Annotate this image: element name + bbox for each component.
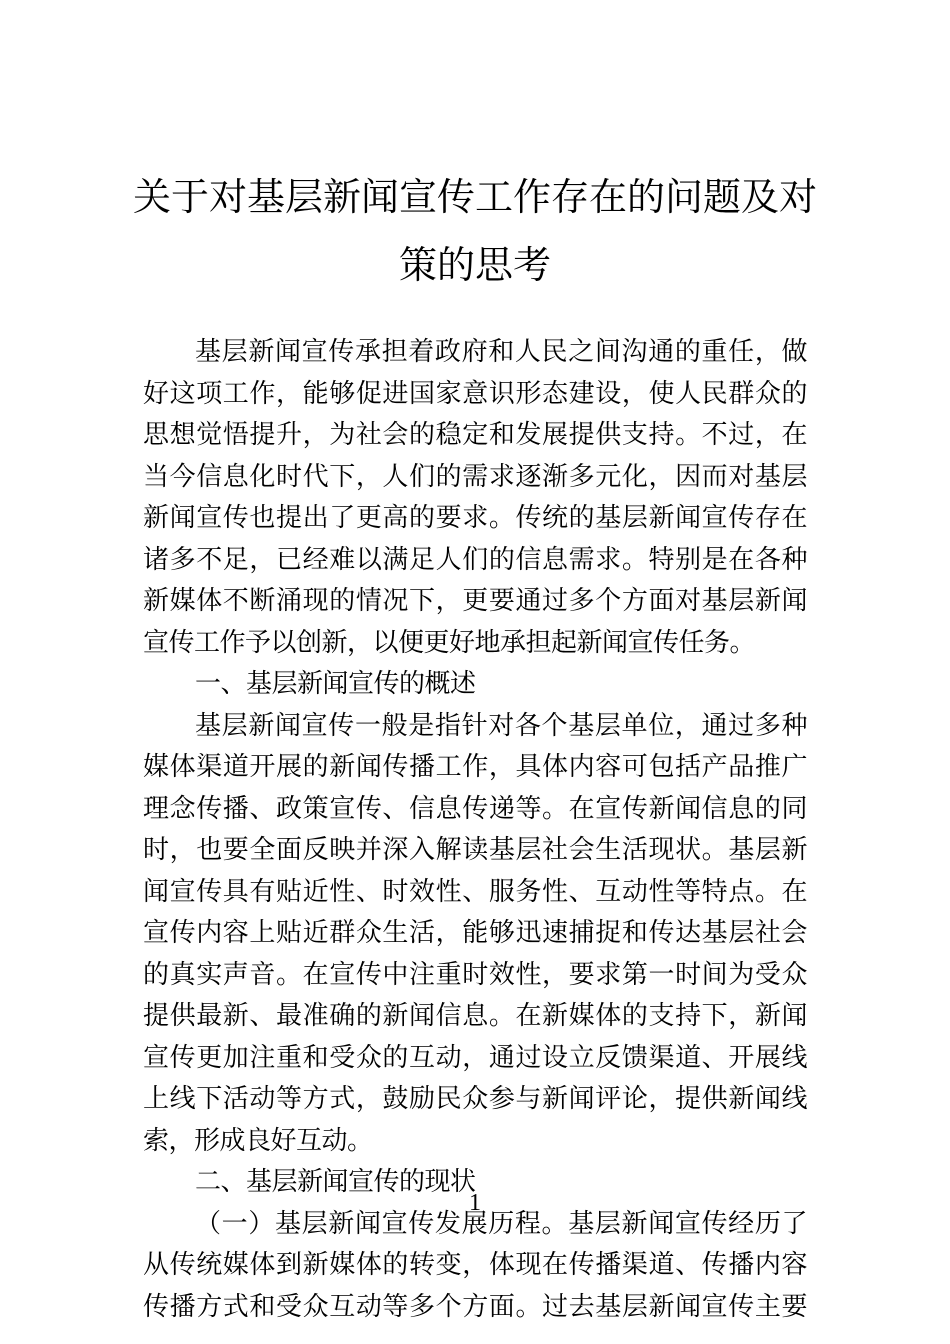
body-text-line: 宣传内容上贴近群众生活，能够迅速捕捉和传达基层社会 — [143, 918, 807, 948]
body-text-line: 好这项工作，能够促进国家意识形态建设，使人民群众的 — [143, 378, 807, 409]
body-text-line: 从传统媒体到新媒体的转变，体现在传播渠道、传播内容 — [143, 1250, 807, 1280]
body-text-line: 的真实声音。在宣传中注重时效性，要求第一时间为受众 — [143, 959, 807, 990]
body-text-line: 诸多不足，已经难以满足人们的信息需求。特别是在各种 — [143, 544, 807, 575]
body-text-line: 时，也要全面反映并深入解读基层社会生活现状。基层新 — [143, 835, 807, 865]
body-text-line: 传播方式和受众互动等多个方面。过去基层新闻宣传主要 — [143, 1291, 807, 1322]
body-text-line: 二、基层新闻宣传的现状 — [195, 1167, 476, 1197]
body-text-line: 一、基层新闻宣传的概述 — [195, 669, 476, 699]
body-text-line: 上线下活动等方式，鼓励民众参与新闻评论，提供新闻线 — [143, 1084, 807, 1114]
body-text-line: 媒体渠道开展的新闻传播工作，具体内容可包括产品推广 — [143, 752, 807, 782]
body-text-line: 当今信息化时代下，人们的需求逐渐多元化，因而对基层 — [143, 461, 807, 492]
body-text-line: 理念传播、政策宣传、信息传递等。在宣传新闻信息的同 — [143, 793, 807, 824]
body-text-line: 基层新闻宣传一般是指针对各个基层单位，通过多种 — [195, 710, 807, 741]
body-text-line: 提供最新、最准确的新闻信息。在新媒体的支持下，新闻 — [143, 1001, 807, 1031]
body-text-line: 新媒体不断涌现的情况下，更要通过多个方面对基层新闻 — [143, 586, 807, 616]
body-text-line: 闻宣传具有贴近性、时效性、服务性、互动性等特点。在 — [143, 876, 807, 907]
page-number: 1 — [469, 1190, 481, 1216]
document-body — [143, 332, 807, 1328]
body-text-line: 宣传更加注重和受众的互动，通过设立反馈渠道、开展线 — [143, 1042, 807, 1073]
body-text-line: 宣传工作予以创新，以便更好地承担起新闻宣传任务。 — [143, 627, 756, 658]
body-text-line: （一）基层新闻宣传发展历程。基层新闻宣传经历了 — [195, 1208, 807, 1239]
body-text-line: 新闻宣传也提出了更高的要求。传统的基层新闻宣传存在 — [143, 503, 807, 533]
body-text-line: 索，形成良好互动。 — [143, 1125, 373, 1156]
body-text-line: 基层新闻宣传承担着政府和人民之间沟通的重任，做 — [195, 337, 807, 367]
document-title-line-1: 关于对基层新闻宣传工作存在的问题及对 — [132, 175, 817, 219]
body-text-line: 思想觉悟提升，为社会的稳定和发展提供支持。不过，在 — [143, 420, 807, 450]
document-title-line-2: 策的思考 — [398, 243, 551, 287]
